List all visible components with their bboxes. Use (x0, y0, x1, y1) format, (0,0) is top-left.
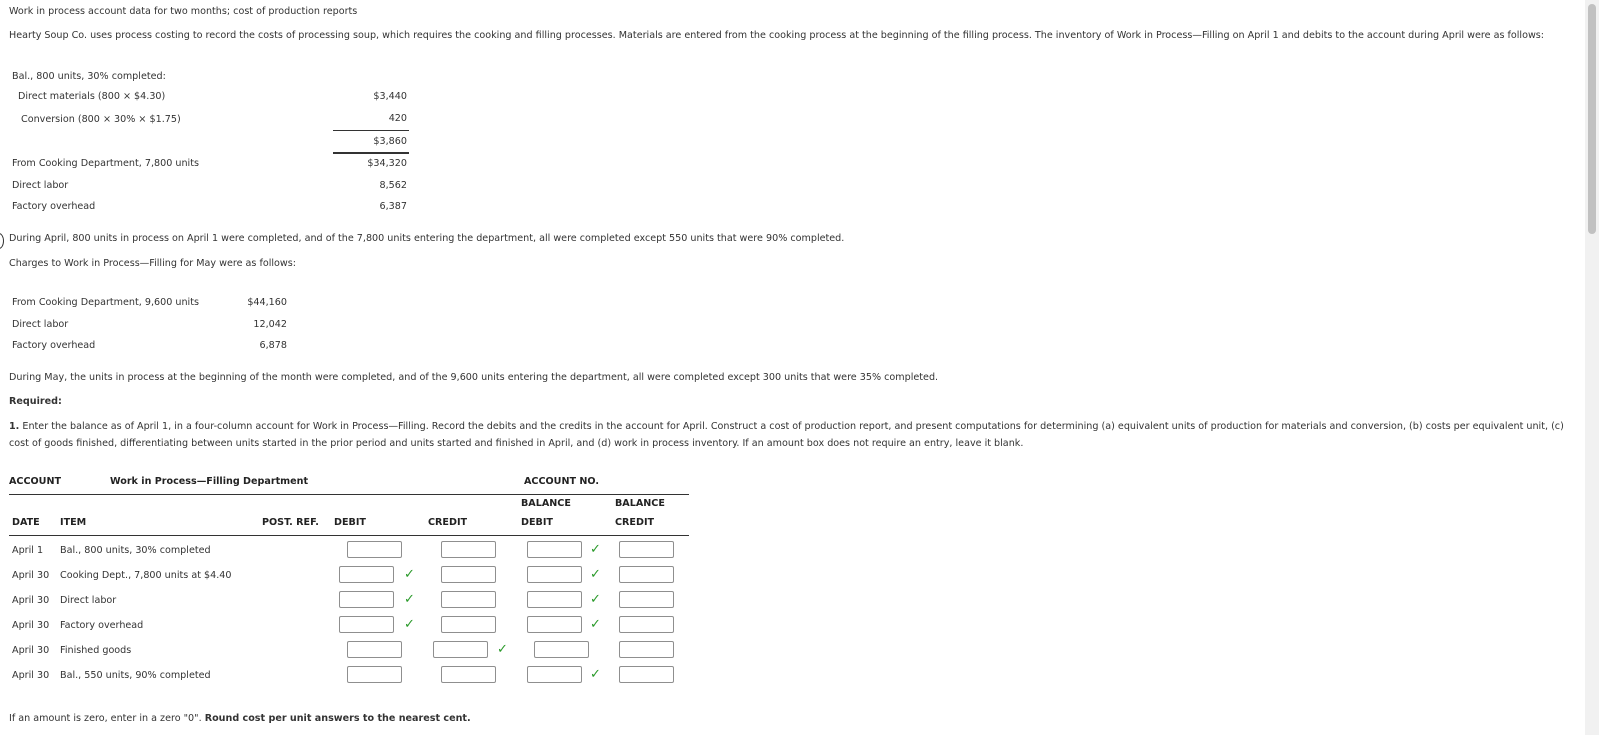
focus-marker (0, 233, 4, 249)
april-fo-label: Factory overhead (12, 201, 96, 212)
row-2-debit-input[interactable] (339, 566, 394, 583)
row-1-credit-input[interactable] (441, 541, 496, 558)
row-3-debit-input[interactable] (339, 591, 394, 608)
april-note: During April, 800 units in process on April 1 were completed, and of the 7,800 units entering the department, all were completed except 550 units that were 90% completed. (9, 233, 845, 244)
footer-plain: If an amount is zero, enter in a zero "0". (9, 713, 202, 724)
row-6-date: April 30 (12, 670, 50, 681)
row-2-balance-debit-input[interactable] (527, 566, 582, 583)
row-1-balance-debit-input[interactable] (527, 541, 582, 558)
row-6-debit-input[interactable] (347, 666, 402, 683)
row-1-balance-debit-check-icon: ✓ (590, 542, 601, 557)
balance-credit-header: BALANCE (615, 498, 665, 509)
row-6-item: Bal., 550 units, 90% completed (60, 670, 211, 681)
ledger-account-name: Work in Process—Filling Department (110, 476, 309, 487)
row-2-balance-debit-check-icon: ✓ (590, 567, 601, 582)
row-3-debit-check-icon: ✓ (404, 592, 415, 607)
row-1-balance-credit-input[interactable] (619, 541, 674, 558)
requirement-line-1 (9, 421, 1564, 432)
row-1-debit-input[interactable] (347, 541, 402, 558)
vertical-scrollbar[interactable] (1585, 0, 1599, 735)
row-6-balance-credit-input[interactable] (619, 666, 674, 683)
row-5-credit-check-icon: ✓ (497, 642, 508, 657)
row-5-date: April 30 (12, 645, 50, 656)
balance-debit-header: BALANCE (521, 498, 571, 509)
row-2-date: April 30 (12, 570, 50, 581)
april-dl-value: 8,562 (379, 180, 407, 191)
row-5-balance-credit-input[interactable] (619, 641, 674, 658)
ledger-account-no-label: ACCOUNT NO. (524, 476, 599, 487)
footer-bold: Round cost per unit answers to the nearest cent. (204, 713, 471, 724)
row-6-balance-debit-check-icon: ✓ (590, 667, 601, 682)
april-fo-value: 6,387 (379, 201, 407, 212)
row-4-balance-debit-input[interactable] (527, 616, 582, 633)
row-4-debit-check-icon: ✓ (404, 617, 415, 632)
row-4-debit-input[interactable] (339, 616, 394, 633)
row-3-balance-credit-input[interactable] (619, 591, 674, 608)
row-4-balance-debit-check-icon: ✓ (590, 617, 601, 632)
col-balance-debit: DEBIT (521, 517, 553, 528)
may-intro: Charges to Work in Process—Filling for May were as follows: (9, 258, 296, 269)
row-5-credit-input[interactable] (433, 641, 488, 658)
requirement-text-1: Enter the balance as of April 1, in a four-column account for Work in Process—Filling. Record the debits and the credits in the account for April. Construct a cost of production report, and present computations for determining (a) equivalent units of production for materials and conversion, (b) costs per equivalent unit, (c) (22, 421, 1564, 432)
april-dl-label: Direct labor (12, 180, 69, 191)
footer-instructions (9, 713, 471, 724)
row-2-balance-credit-input[interactable] (619, 566, 674, 583)
ledger-top-rule (9, 494, 689, 495)
ledger-header-rule (9, 535, 689, 536)
row-4-balance-credit-input[interactable] (619, 616, 674, 633)
april-dm-value: $3,440 (373, 91, 407, 102)
ledger-account-label: ACCOUNT (9, 476, 62, 487)
may-from-cooking-value: $44,160 (247, 297, 287, 308)
col-credit: CREDIT (428, 517, 468, 528)
row-3-date: April 30 (12, 595, 50, 606)
row-1-date: April 1 (12, 545, 44, 556)
may-from-cooking-label: From Cooking Department, 9,600 units (12, 297, 199, 308)
page-title: Work in process account data for two months; cost of production reports (9, 6, 358, 17)
may-fo-value: 6,878 (259, 340, 287, 351)
april-conv-value: 420 (388, 113, 407, 124)
row-6-balance-debit-input[interactable] (527, 666, 582, 683)
row-3-balance-debit-input[interactable] (527, 591, 582, 608)
requirement-number: 1. (9, 421, 20, 432)
april-subtotal: $3,860 (373, 136, 407, 147)
row-3-item: Direct labor (60, 595, 117, 606)
row-3-credit-input[interactable] (441, 591, 496, 608)
row-2-debit-check-icon: ✓ (404, 567, 415, 582)
row-5-balance-debit-input[interactable] (534, 641, 589, 658)
may-fo-label: Factory overhead (12, 340, 96, 351)
april-conv-label: Conversion (800 × 30% × $1.75) (21, 114, 181, 125)
row-4-credit-input[interactable] (441, 616, 496, 633)
april-dm-label: Direct materials (800 × $4.30) (18, 91, 166, 102)
may-dl-label: Direct labor (12, 319, 69, 330)
total-rule (333, 152, 409, 154)
col-balance-credit: CREDIT (615, 517, 655, 528)
col-item: ITEM (60, 517, 87, 528)
intro-text: Hearty Soup Co. uses process costing to record the costs of processing soup, which requires the cooking and filling processes. Materials are entered from the cooking process at the beginning of the filling process. The inventory of Work in Process—Filling on April 1 and debits to the account during April were as follows: (9, 30, 1545, 41)
required-label: Required: (9, 396, 62, 407)
may-note: During May, the units in process at the beginning of the month were completed, and of the 9,600 units entering the department, all were completed except 300 units that were 35% completed. (9, 372, 939, 383)
col-debit: DEBIT (334, 517, 366, 528)
april-from-cooking-label: From Cooking Department, 7,800 units (12, 158, 199, 169)
requirement-text-2: cost of goods finished, differentiating between units started in the prior period and units started and finished in April, and (d) work in process inventory. If an amount box does not require an entry, leave it blank. (9, 438, 1024, 449)
col-post-ref: POST. REF. (262, 517, 319, 528)
row-6-credit-input[interactable] (441, 666, 496, 683)
subtotal-rule (333, 130, 409, 131)
row-2-credit-input[interactable] (441, 566, 496, 583)
row-5-debit-input[interactable] (347, 641, 402, 658)
row-2-item: Cooking Dept., 7,800 units at $4.40 (60, 570, 232, 581)
col-date: DATE (12, 517, 40, 528)
april-from-cooking-value: $34,320 (367, 158, 407, 169)
row-4-item: Factory overhead (60, 620, 144, 631)
may-dl-value: 12,042 (253, 319, 287, 330)
row-5-item: Finished goods (60, 645, 132, 656)
scrollbar-thumb[interactable] (1588, 4, 1596, 234)
row-3-balance-debit-check-icon: ✓ (590, 592, 601, 607)
row-1-item: Bal., 800 units, 30% completed (60, 545, 211, 556)
row-4-date: April 30 (12, 620, 50, 631)
april-bal-label: Bal., 800 units, 30% completed: (12, 71, 166, 82)
